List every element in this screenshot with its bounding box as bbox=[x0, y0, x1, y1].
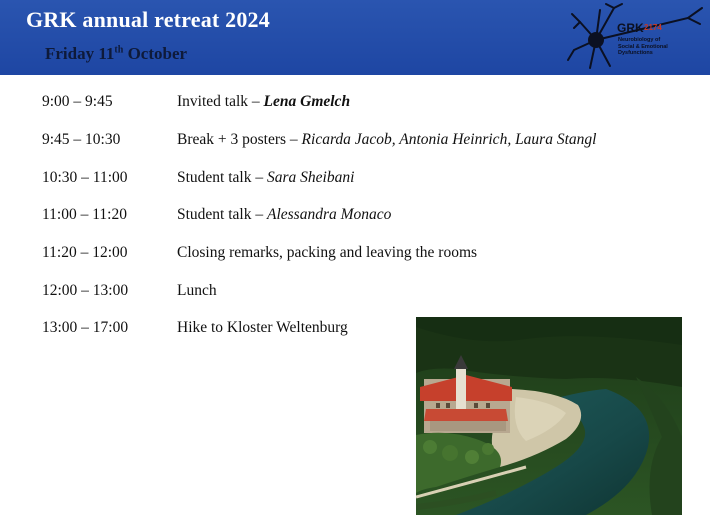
schedule-activity: Hike to Kloster Weltenburg bbox=[177, 319, 348, 336]
activity-text: Invited talk – bbox=[177, 93, 264, 110]
logo-tagline bbox=[618, 37, 708, 57]
schedule-time: 11:20 – 12:00 bbox=[42, 244, 128, 261]
slide-subtitle bbox=[45, 44, 187, 64]
schedule-time: 9:45 – 10:30 bbox=[42, 131, 121, 148]
schedule-activity: Lunch bbox=[177, 282, 217, 299]
schedule-time: 11:00 – 11:20 bbox=[42, 206, 127, 223]
activity-speakers: Lena Gmelch bbox=[263, 93, 351, 110]
monastery-river-image bbox=[416, 317, 682, 515]
activity-text: Student talk – bbox=[177, 206, 267, 223]
logo-number: 2174 bbox=[644, 23, 662, 32]
activity-speakers: Alessandra Monaco bbox=[266, 206, 392, 223]
slide-title: GRK annual retreat 2024 bbox=[26, 7, 270, 32]
schedule-activity bbox=[177, 206, 391, 224]
logo-tagline-line: Neurobiology of bbox=[618, 37, 661, 43]
schedule-activity bbox=[177, 169, 354, 187]
activity-speakers: Ricarda Jacob, Antonia Heinrich, Laura Stangl bbox=[301, 131, 597, 148]
schedule-time: 12:00 – 13:00 bbox=[42, 282, 129, 299]
activity-text: Student talk – bbox=[177, 169, 267, 186]
logo-tagline-line: Social & Emotional bbox=[618, 43, 668, 50]
logo-wordmark: GRK bbox=[617, 21, 644, 35]
logo-tagline-line: Dysfunctions bbox=[618, 50, 653, 57]
subtitle-day: Friday 11 bbox=[45, 44, 115, 63]
schedule-time: 13:00 – 17:00 bbox=[42, 319, 129, 336]
activity-text: Break + 3 posters – bbox=[177, 131, 302, 148]
schedule-time: 9:00 – 9:45 bbox=[42, 93, 113, 110]
schedule-activity bbox=[177, 93, 350, 111]
schedule-time: 10:30 – 11:00 bbox=[42, 169, 128, 186]
header-banner bbox=[0, 0, 710, 75]
kloster-weltenburg-photo bbox=[416, 317, 682, 515]
subtitle-month: October bbox=[127, 44, 188, 63]
grk-logo bbox=[566, 2, 706, 74]
schedule-activity bbox=[177, 131, 596, 149]
activity-speakers: Sara Sheibani bbox=[266, 169, 355, 186]
schedule-activity: Closing remarks, packing and leaving the rooms bbox=[177, 244, 478, 261]
subtitle-day-suffix: th bbox=[114, 44, 124, 56]
